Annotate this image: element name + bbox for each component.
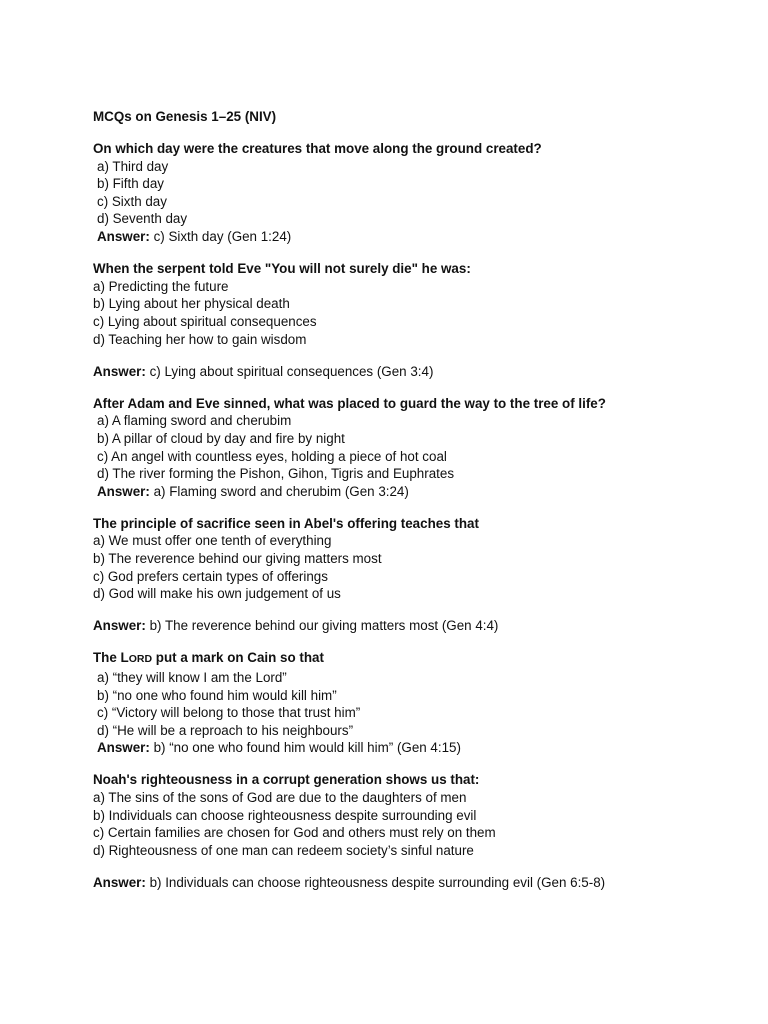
question-5 — [93, 649, 733, 757]
answer-text: b) The reverence behind our giving matters most (Gen 4:4) — [145, 618, 499, 634]
answer-line — [93, 617, 733, 635]
option-d: d) “He will be a reproach to his neighbours” — [97, 722, 354, 738]
option-b: b) The reverence behind our giving matters most — [93, 550, 382, 566]
option-c: c) Sixth day — [97, 193, 167, 209]
answer-text: c) Sixth day (Gen 1:24) — [149, 229, 292, 245]
option-a: a) Third day — [97, 158, 169, 174]
option-b: b) “no one who found him would kill him” — [97, 687, 337, 703]
option-b: b) A pillar of cloud by day and fire by night — [97, 430, 345, 446]
question-text: On which day were the creatures that move along the ground created? — [93, 141, 542, 157]
question-3 — [93, 395, 733, 501]
question-text-smallcaps: ORD — [128, 653, 153, 666]
answer-text: a) Flaming sword and cherubim (Gen 3:24) — [149, 483, 409, 499]
question-text — [93, 649, 733, 669]
option-a: a) “they will know I am the Lord” — [97, 669, 287, 685]
question-text: After Adam and Eve sinned, what was placed to guard the way to the tree of life? — [93, 395, 606, 411]
answer-line — [93, 483, 733, 501]
options-list — [93, 158, 733, 228]
answer-label: Answer: — [93, 874, 146, 890]
answer-line — [93, 874, 733, 892]
options-list — [93, 789, 733, 859]
option-a: a) We must offer one tenth of everything — [93, 533, 332, 549]
options-list — [93, 278, 733, 348]
answer-line — [93, 363, 733, 381]
answer-text: b) “no one who found him would kill him” (Gen 4:15) — [149, 740, 461, 756]
question-text: When the serpent told Eve "You will not surely die" he was: — [93, 261, 471, 277]
options-list — [93, 532, 733, 602]
option-d: d) Righteousness of one man can redeem society’s sinful nature — [93, 842, 474, 858]
option-c: c) God prefers certain types of offerings — [93, 568, 328, 584]
option-d: d) Seventh day — [97, 211, 188, 227]
answer-label: Answer: — [97, 229, 150, 245]
question-text-suffix: put a mark on Cain so that — [152, 650, 324, 666]
answer-label: Answer: — [97, 483, 150, 499]
document-page — [93, 108, 733, 906]
document-title: MCQs on Genesis 1–25 (NIV) — [93, 109, 277, 124]
option-c: c) “Victory will belong to those that trust him” — [97, 705, 361, 721]
option-a: a) A flaming sword and cherubim — [97, 413, 292, 429]
option-c: c) Certain families are chosen for God and others must rely on them — [93, 825, 496, 841]
option-a: a) Predicting the future — [93, 278, 229, 294]
option-a: a) The sins of the sons of God are due to the daughters of men — [93, 790, 467, 805]
question-1 — [93, 140, 733, 246]
answer-text: c) Lying about spiritual consequences (Gen 3:4) — [145, 363, 434, 379]
question-text-prefix: The L — [93, 650, 129, 666]
option-d: d) God will make his own judgement of us — [93, 586, 341, 602]
answer-label: Answer: — [97, 740, 150, 756]
question-6 — [93, 771, 733, 891]
option-d: d) Teaching her how to gain wisdom — [93, 331, 307, 347]
question-text: Noah's righteousness in a corrupt generation shows us that: — [93, 772, 480, 788]
answer-text: b) Individuals can choose righteousness despite surrounding evil (Gen 6:5-8) — [145, 874, 606, 890]
option-d: d) The river forming the Pishon, Gihon, Tigris and Euphrates — [97, 466, 455, 482]
answer-label: Answer: — [93, 363, 146, 379]
options-list — [93, 412, 733, 482]
option-c: c) An angel with countless eyes, holding a piece of hot coal — [97, 448, 447, 464]
question-4 — [93, 515, 733, 635]
answer-line — [93, 739, 733, 757]
option-b: b) Lying about her physical death — [93, 296, 290, 312]
answer-label: Answer: — [93, 618, 146, 634]
option-b: b) Individuals can choose righteousness despite surrounding evil — [93, 807, 477, 823]
option-c: c) Lying about spiritual consequences — [93, 313, 317, 329]
question-2 — [93, 260, 733, 380]
options-list — [93, 669, 733, 739]
option-b: b) Fifth day — [97, 176, 164, 192]
question-text: The principle of sacrifice seen in Abel's offering teaches that — [93, 515, 479, 531]
answer-line — [93, 228, 733, 246]
